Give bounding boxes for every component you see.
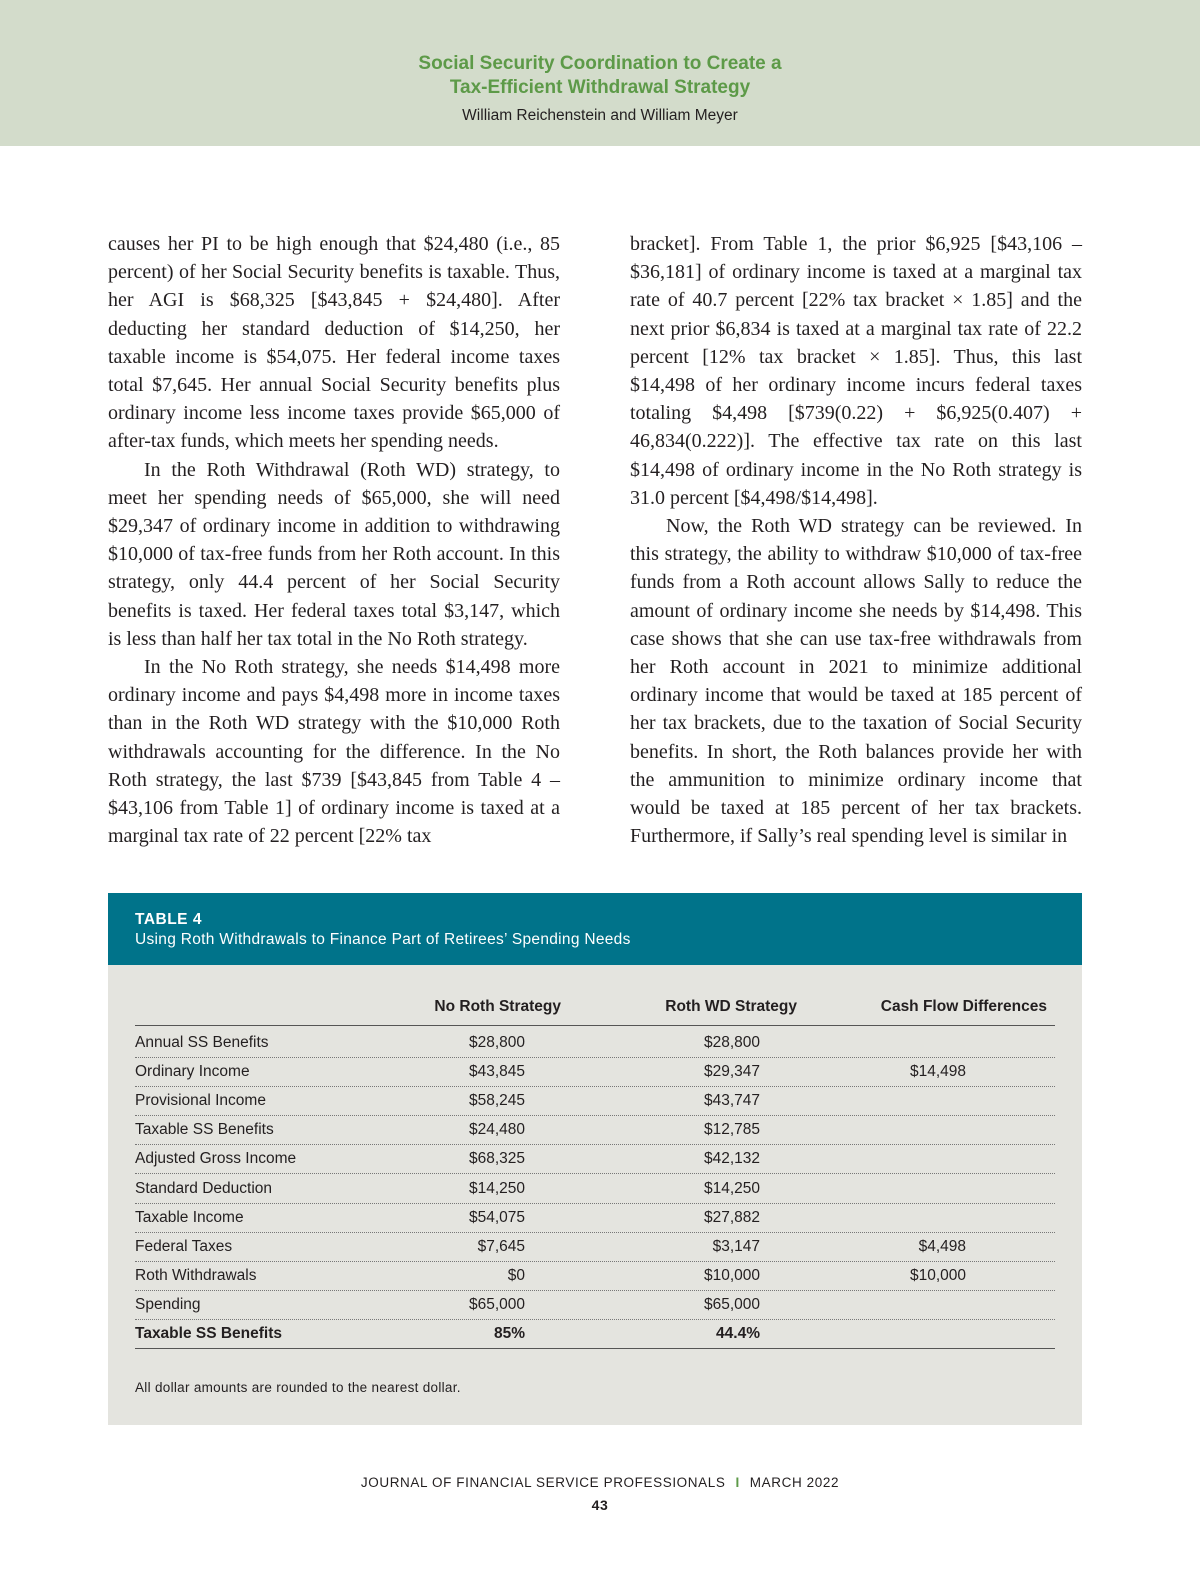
- journal-name: JOURNAL OF FINANCIAL SERVICE PROFESSIONALS: [360, 1475, 726, 1490]
- paragraph: Now, the Roth WD strategy can be reviewed. In this strategy, the ability to withdraw $10,000 of tax-free funds from a Roth account allows Sally to reduce the amount of ordinary income she needs by $14,498. This case shows that she can use tax-free withdrawals from her Roth account in 2021 to minimize additional ordinary income that would be taxed at 185 percent of her tax brackets, due to the taxation of Social Security benefits. In short, the Roth balances provide her with the ammunition to minimize ordinary income that would be taxed at 185 percent of her tax brackets. Furthermore, if Sally’s real spending level is similar in: [630, 515, 1082, 848]
- table-row: [135, 1204, 1055, 1233]
- table-row: [135, 1029, 1055, 1058]
- cell-no-roth: $14,250: [468, 1179, 525, 1197]
- paragraph: causes her PI to be high enough that $24,480 (i.e., 85 percent) of her Social Security benefits is taxable. Thus, her AGI is $68,325 [$43,845 + $24,480]. After deducting her standard deduction of $14,250, her taxable income is $54,075. Her federal income taxes total $7,645. Her annual Social Security benefits plus ordinary income less income taxes provide $65,000 of after-tax funds, which meets her spending needs.: [108, 233, 560, 453]
- cell-no-roth: $7,645: [477, 1237, 525, 1255]
- cell-roth-wd: $42,132: [703, 1150, 760, 1168]
- cell-no-roth: 85%: [493, 1324, 525, 1342]
- row-label: Standard Deduction: [135, 1179, 273, 1197]
- cell-no-roth: $28,800: [468, 1034, 525, 1052]
- row-label: Taxable SS Benefits: [135, 1324, 283, 1342]
- issue-date: MARCH 2022: [749, 1475, 840, 1490]
- right-text-column: [630, 230, 1082, 850]
- cell-difference: $10,000: [909, 1266, 966, 1284]
- cell-no-roth: $54,075: [468, 1208, 525, 1226]
- table-label: TABLE 4: [135, 911, 202, 928]
- row-label: Adjusted Gross Income: [135, 1150, 297, 1168]
- cell-roth-wd: $29,347: [703, 1063, 760, 1081]
- article-authors: William Reichenstein and William Meyer: [462, 107, 738, 124]
- table-row: [135, 1116, 1055, 1145]
- cell-roth-wd: $14,250: [703, 1179, 760, 1197]
- table-row-summary: [135, 1320, 1055, 1349]
- table-row: [135, 1145, 1055, 1174]
- table-4: [108, 893, 1082, 1425]
- cell-no-roth: $68,325: [468, 1150, 525, 1168]
- paragraph: In the Roth Withdrawal (Roth WD) strategy, to meet her spending needs of $65,000, she will need $29,347 of ordinary income in addition to withdrawing $10,000 of tax-free funds from her Roth account. In this strategy, only 44.4 percent of her Social Security benefits is taxed. Her federal taxes total $3,147, which is less than half her tax total in the No Roth strategy.: [108, 458, 560, 650]
- cell-no-roth: $65,000: [468, 1295, 525, 1313]
- table-footnote: All dollar amounts are rounded to the nearest dollar.: [135, 1380, 461, 1395]
- cell-roth-wd: $65,000: [703, 1295, 760, 1313]
- cell-no-roth: $58,245: [468, 1092, 525, 1110]
- cell-no-roth: $0: [507, 1266, 525, 1284]
- table-column-headers: [135, 989, 1055, 1026]
- table-row: [135, 1291, 1055, 1320]
- cell-roth-wd: 44.4%: [716, 1324, 760, 1342]
- row-label: Annual SS Benefits: [135, 1034, 269, 1052]
- row-label: Taxable Income: [135, 1208, 244, 1226]
- cell-roth-wd: $10,000: [703, 1266, 760, 1284]
- table-row: [135, 1058, 1055, 1087]
- cell-roth-wd: $27,882: [703, 1208, 760, 1226]
- column-header-roth-wd: Roth WD Strategy: [665, 998, 797, 1015]
- article-title-line1: Social Security Coordination to Create a: [418, 53, 782, 74]
- row-label: Federal Taxes: [135, 1237, 233, 1255]
- cell-roth-wd: $12,785: [703, 1121, 760, 1139]
- table-header-bar: [108, 893, 1082, 965]
- article-title-line2: Tax-Efficient Withdrawal Strategy: [449, 77, 751, 98]
- column-header-cash-flow: Cash Flow Differences: [880, 998, 1047, 1015]
- cell-difference: $14,498: [909, 1063, 966, 1081]
- cell-roth-wd: $28,800: [703, 1034, 760, 1052]
- row-label: Spending: [135, 1295, 201, 1313]
- page-footer: [0, 1475, 1200, 1513]
- table-row: [135, 1233, 1055, 1262]
- page-number: 43: [591, 1497, 609, 1513]
- paragraph: In the No Roth strategy, she needs $14,498 more ordinary income and pays $4,498 more in income taxes than in the Roth WD strategy with the $10,000 Roth withdrawals accounting for the difference. In the No Roth strategy, the last $739 [$43,845 from Table 4 – $43,106 from Table 1] of ordinary income is taxed at a marginal tax rate of 22 percent [22% tax: [108, 656, 560, 848]
- left-text-column: [108, 230, 560, 850]
- table-row: [135, 1087, 1055, 1116]
- row-label: Roth Withdrawals: [135, 1266, 257, 1284]
- table-caption: Using Roth Withdrawals to Finance Part of Retirees’ Spending Needs: [135, 931, 631, 948]
- row-label: Provisional Income: [135, 1092, 266, 1110]
- cell-roth-wd: $3,147: [712, 1237, 760, 1255]
- cell-roth-wd: $43,747: [703, 1092, 760, 1110]
- table-row: [135, 1174, 1055, 1203]
- cell-no-roth: $43,845: [468, 1063, 525, 1081]
- column-header-no-roth: No Roth Strategy: [434, 998, 561, 1015]
- cell-no-roth: $24,480: [468, 1121, 525, 1139]
- table-row: [135, 1262, 1055, 1291]
- running-header: [0, 0, 1200, 146]
- data-table: [135, 989, 1055, 1349]
- cell-difference: $4,498: [918, 1237, 966, 1255]
- row-label: Ordinary Income: [135, 1063, 250, 1081]
- footer-separator: I: [735, 1475, 740, 1490]
- paragraph: bracket]. From Table 1, the prior $6,925 [$43,106 – $36,181] of ordinary income is taxed at a marginal tax rate of 40.7 percent [22% tax bracket × 1.85] and the next prior $6,834 is taxed at a marginal tax rate of 22.2 percent [12% tax bracket × 1.85]. Thus, this last $14,498 of her ordinary income incurs federal taxes totaling $4,498 [$739(0.22) + $6,925(0.407) + 46,834(0.222)]. The effective tax rate on this last $14,498 of ordinary income in the No Roth strategy is 31.0 percent [$4,498/$14,498].: [630, 233, 1082, 509]
- row-label: Taxable SS Benefits: [135, 1121, 274, 1139]
